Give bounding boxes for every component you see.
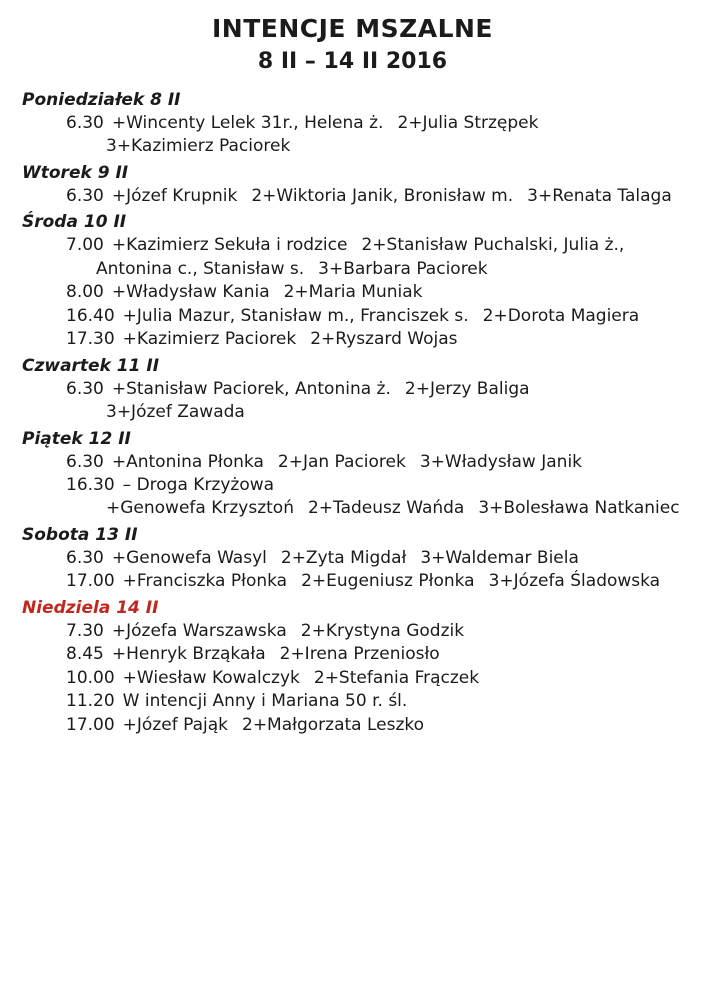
day-lines	[14, 547, 691, 594]
intention-time: 6.30	[66, 185, 104, 206]
intention-text: 3+Renata Talaga	[527, 185, 672, 206]
intention-text: 2+Eugeniusz Płonka	[301, 571, 475, 592]
page-subtitle: 8 II – 14 II 2016	[257, 49, 448, 74]
intention-time: 10.00	[66, 667, 115, 688]
intention-text: 2+Wiktoria Janik, Bronisław m.	[251, 185, 514, 206]
intention-text: 2+Krystyna Godzik	[300, 620, 465, 641]
intention-time: 6.30	[66, 378, 104, 399]
intention-text: 2+Zyta Migdał	[280, 547, 407, 568]
intention-text: 2+Ryszard Wojas	[310, 329, 458, 350]
day-lines	[14, 451, 691, 521]
day-heading: Niedziela 14 II	[22, 597, 159, 618]
intention-text: +Józefa Warszawska	[111, 620, 287, 641]
intention-text: +Franciszka Płonka	[122, 571, 288, 592]
intention-time: 16.40	[66, 305, 115, 326]
intention-text: 3+Józef Zawada	[106, 402, 245, 423]
day-block	[14, 90, 691, 159]
intention-line	[96, 258, 691, 281]
intention-text: +Henryk Brząkała	[111, 644, 266, 665]
intention-time: 6.30	[66, 113, 104, 133]
intention-text: 2+Dorota Magiera	[482, 305, 640, 326]
intention-text: +Władysław Kania	[111, 282, 270, 303]
intention-line	[66, 474, 691, 497]
intention-line	[66, 185, 691, 208]
intention-time: 8.45	[66, 644, 104, 665]
intention-text: W intencji Anny i Mariana 50 r. śl.	[122, 691, 408, 712]
schedule-list	[14, 90, 691, 737]
intention-time: 17.00	[66, 714, 115, 735]
intention-text: +Antonina Płonka	[111, 451, 264, 472]
intention-text: 2+Julia Strzępek	[397, 113, 539, 133]
intention-line	[66, 547, 691, 570]
intention-text: +Wincenty Lelek 31r., Helena ż.	[111, 113, 384, 133]
day-lines	[14, 620, 691, 737]
day-block	[14, 356, 691, 425]
intention-text: 3+Waldemar Biela	[420, 547, 579, 568]
intention-line	[66, 690, 691, 713]
day-heading: Czwartek 11 II	[22, 355, 160, 376]
intention-text: 2+Irena Przeniosło	[279, 644, 440, 665]
intention-text: +Genowefa Krzysztoń	[106, 498, 294, 519]
intention-text: +Wiesław Kowalczyk	[122, 667, 300, 688]
intention-text: 2+Jan Paciorek	[277, 451, 406, 472]
intention-line	[66, 667, 691, 690]
intention-text: 2+Maria Muniak	[283, 282, 423, 303]
day-block	[14, 429, 691, 521]
intention-text: 3+Józefa Śladowska	[488, 571, 661, 592]
intention-text: 3+Władysław Janik	[419, 451, 583, 472]
intention-line	[66, 620, 691, 643]
day-block	[14, 525, 691, 594]
intention-time: 8.00	[66, 282, 104, 303]
intention-text: +Genowefa Wasyl	[111, 547, 267, 568]
intention-text: Antonina c., Stanisław s.	[96, 258, 305, 279]
intention-text: +Kazimierz Sekuła i rodzice	[111, 235, 348, 256]
intention-line	[106, 135, 691, 158]
intention-text: 3+Kazimierz Paciorek	[106, 136, 291, 157]
day-heading: Piątek 12 II	[22, 428, 131, 449]
intention-text: – Droga Krzyżowa	[122, 474, 275, 495]
day-lines	[14, 185, 691, 208]
intention-line	[66, 328, 691, 351]
intention-line	[66, 714, 691, 737]
day-heading: Środa 10 II	[22, 212, 127, 233]
intention-time: 16.30	[66, 474, 115, 495]
intention-time: 6.30	[66, 547, 104, 568]
day-lines	[14, 378, 691, 425]
day-lines	[14, 234, 691, 351]
intention-line	[66, 112, 691, 135]
intention-text: 2+Tadeusz Wańda	[307, 498, 465, 519]
day-block	[14, 163, 691, 208]
intention-text: 3+Barbara Paciorek	[318, 258, 488, 279]
intention-text: +Julia Mazur, Stanisław m., Franciszek s.	[122, 305, 469, 326]
intention-text: 3+Bolesława Natkaniec	[478, 498, 680, 519]
intention-line	[106, 497, 691, 520]
intention-line	[66, 234, 691, 257]
intention-line	[66, 305, 691, 328]
intention-line	[66, 643, 691, 666]
day-heading: Sobota 13 II	[22, 524, 138, 545]
intention-text: +Stanisław Paciorek, Antonina ż.	[111, 378, 391, 399]
intention-line	[66, 570, 691, 593]
intention-text: +Józef Pająk	[122, 714, 228, 735]
intention-text: +Józef Krupnik	[111, 185, 238, 206]
intention-text: 2+Małgorzata Leszko	[242, 714, 425, 735]
intention-text: 2+Stanisław Puchalski, Julia ż.,	[361, 235, 625, 256]
intention-line	[66, 281, 691, 304]
intention-time: 11.20	[66, 691, 115, 712]
intention-text: 2+Stefania Frączek	[313, 667, 480, 688]
intention-text: 2+Jerzy Baliga	[404, 378, 530, 399]
day-block	[14, 598, 691, 737]
intention-line	[66, 378, 691, 401]
intention-text: +Kazimierz Paciorek	[122, 329, 297, 350]
page-title: INTENCJE MSZALNE	[212, 14, 493, 43]
intention-time: 7.00	[66, 235, 104, 256]
intention-time: 17.00	[66, 571, 115, 592]
intention-line	[66, 451, 691, 474]
day-heading: Wtorek 9 II	[22, 162, 129, 183]
day-lines	[14, 112, 691, 159]
intention-time: 17.30	[66, 329, 115, 350]
day-block	[14, 212, 691, 351]
day-heading: Poniedziałek 8 II	[22, 90, 181, 110]
intention-time: 6.30	[66, 451, 104, 472]
intention-line	[106, 401, 691, 424]
intention-time: 7.30	[66, 620, 104, 641]
